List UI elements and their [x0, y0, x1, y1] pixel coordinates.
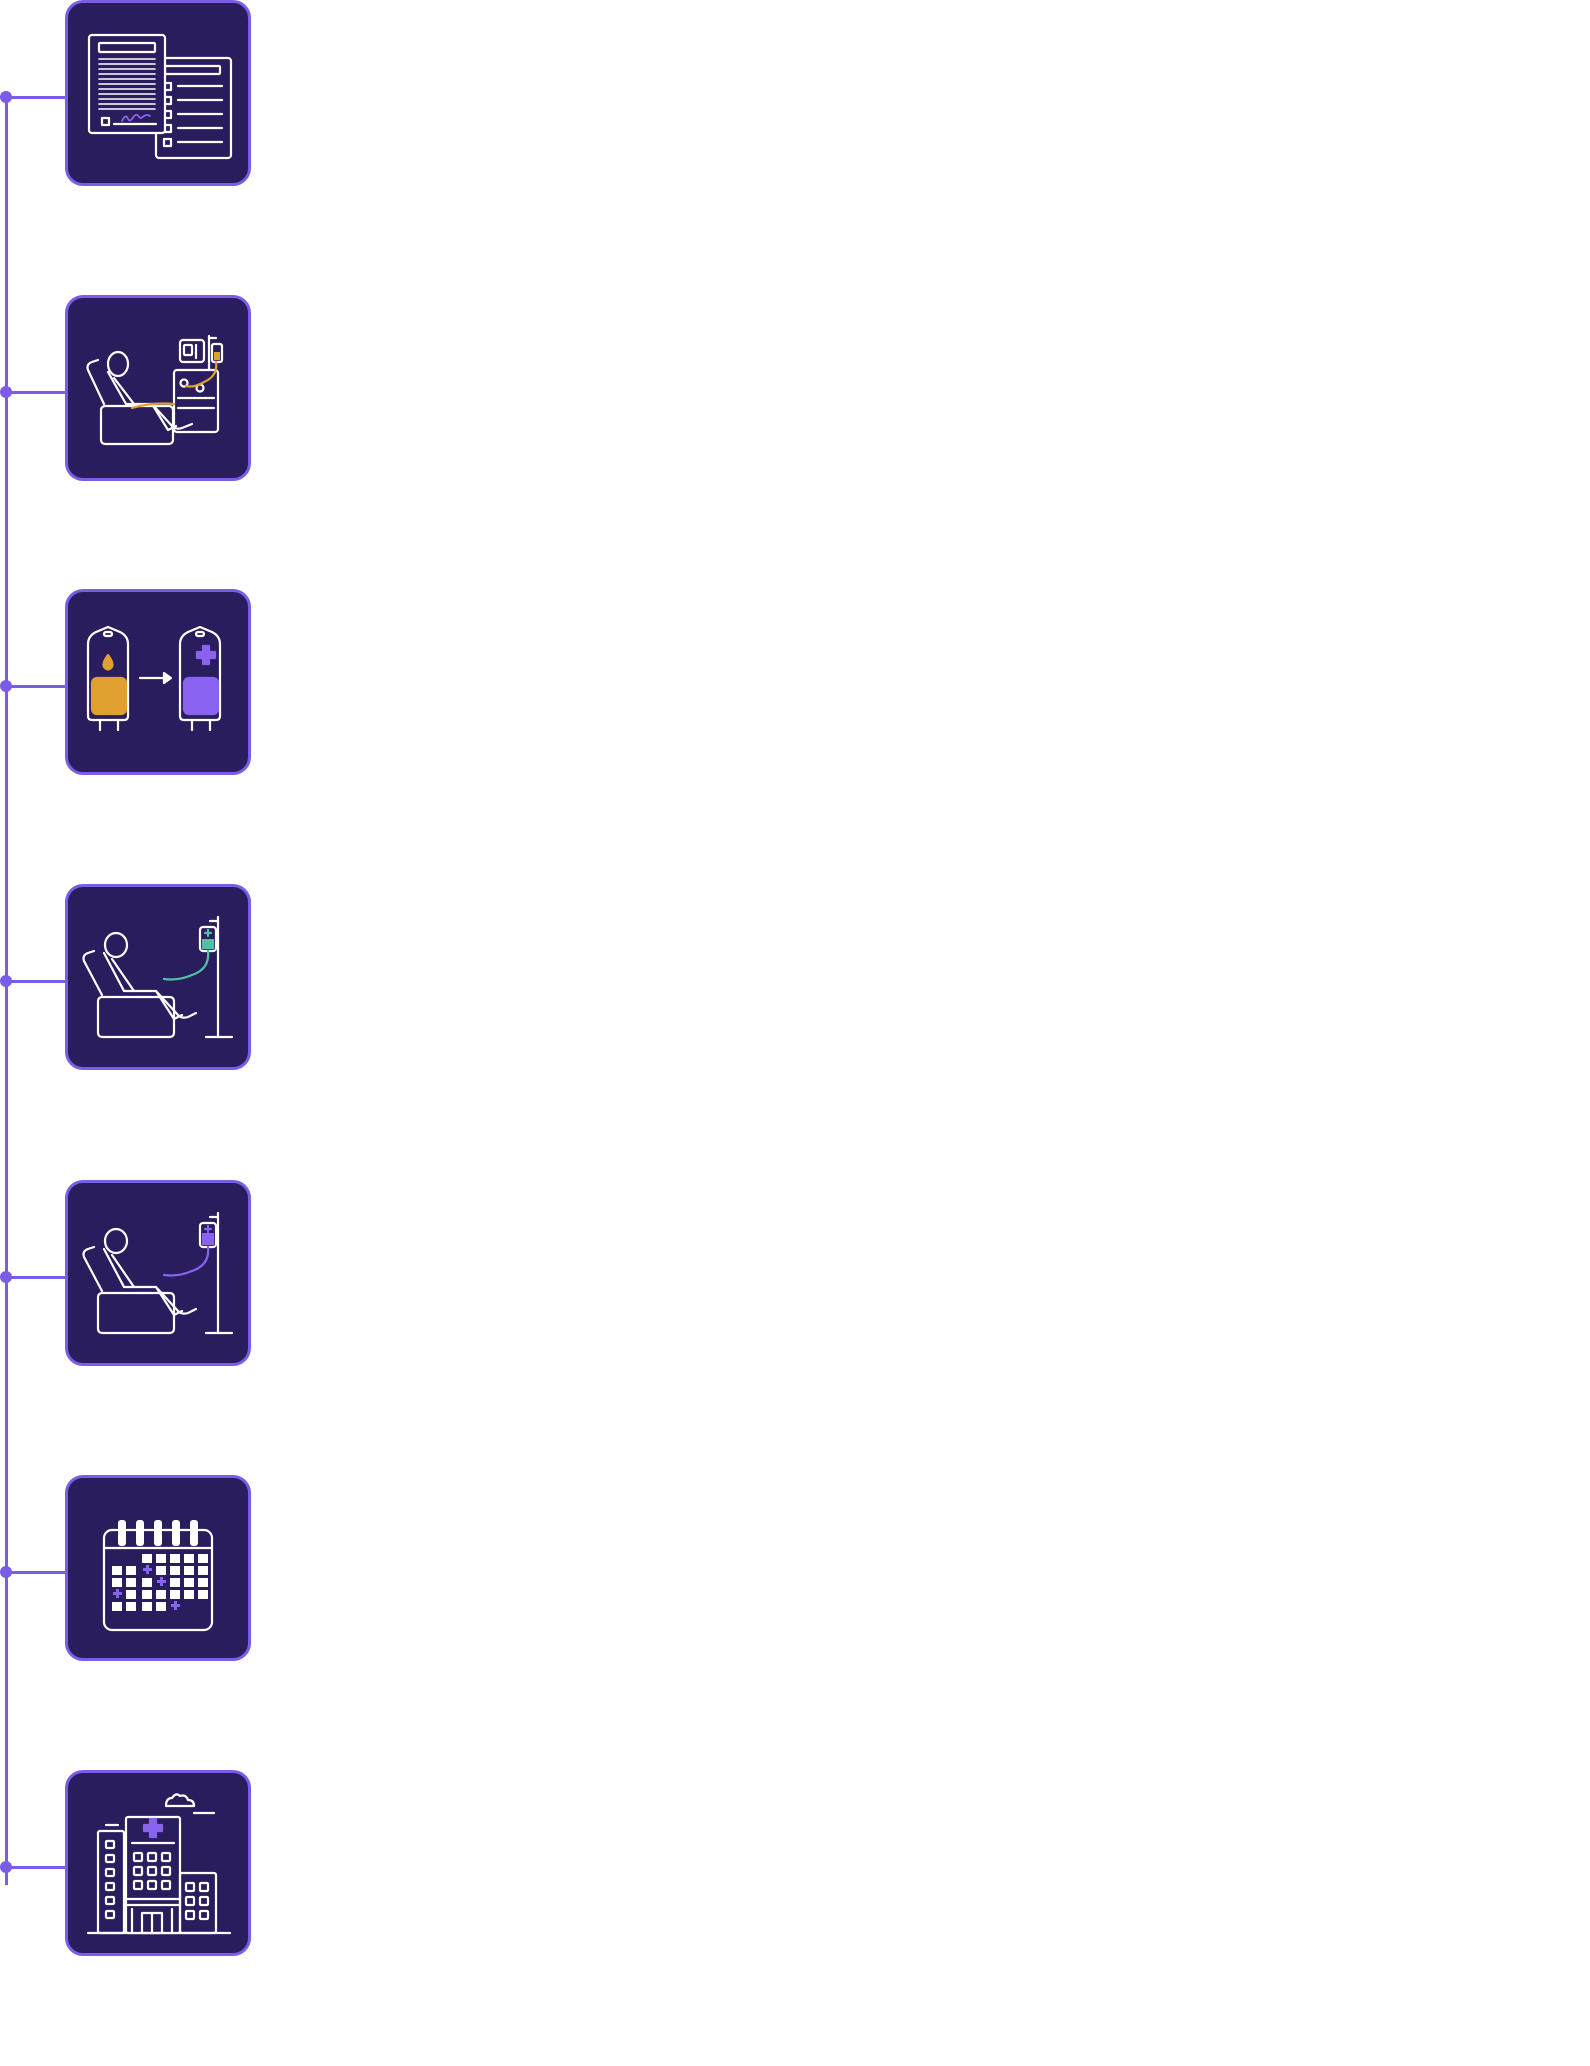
monitoring-calendar-icon — [68, 1478, 248, 1658]
step-connector — [6, 96, 68, 99]
step-tile — [65, 1770, 251, 1956]
timeline-node — [0, 1566, 12, 1578]
consent-documents-icon — [68, 3, 248, 183]
hospital-icon — [68, 1773, 248, 1953]
step-connector — [6, 1866, 68, 1869]
timeline-step-2 — [0, 295, 260, 489]
step-tile — [65, 295, 251, 481]
timeline-step-3 — [0, 589, 260, 783]
timeline-step-5 — [0, 1180, 260, 1374]
timeline-node — [0, 386, 12, 398]
step-tile — [65, 1475, 251, 1661]
step-tile — [65, 0, 251, 186]
timeline-node — [0, 680, 12, 692]
step-connector — [6, 685, 68, 688]
step-tile — [65, 589, 251, 775]
apheresis-collection-icon — [68, 298, 248, 478]
cell-bag-transformation-icon — [68, 592, 248, 772]
lymphodepletion-infusion-icon — [68, 887, 248, 1067]
step-connector — [6, 1276, 68, 1279]
step-connector — [6, 980, 68, 983]
step-tile — [65, 884, 251, 1070]
step-connector — [6, 391, 68, 394]
timeline-node — [0, 1861, 12, 1873]
timeline-step-4 — [0, 884, 260, 1078]
timeline-node — [0, 975, 12, 987]
timeline-step-7 — [0, 1770, 260, 1964]
step-tile — [65, 1180, 251, 1366]
timeline-step-1 — [0, 0, 260, 194]
step-connector — [6, 1571, 68, 1574]
timeline-node — [0, 91, 12, 103]
cell-therapy-infusion-icon — [68, 1183, 248, 1363]
timeline-step-6 — [0, 1475, 260, 1669]
timeline-node — [0, 1271, 12, 1283]
